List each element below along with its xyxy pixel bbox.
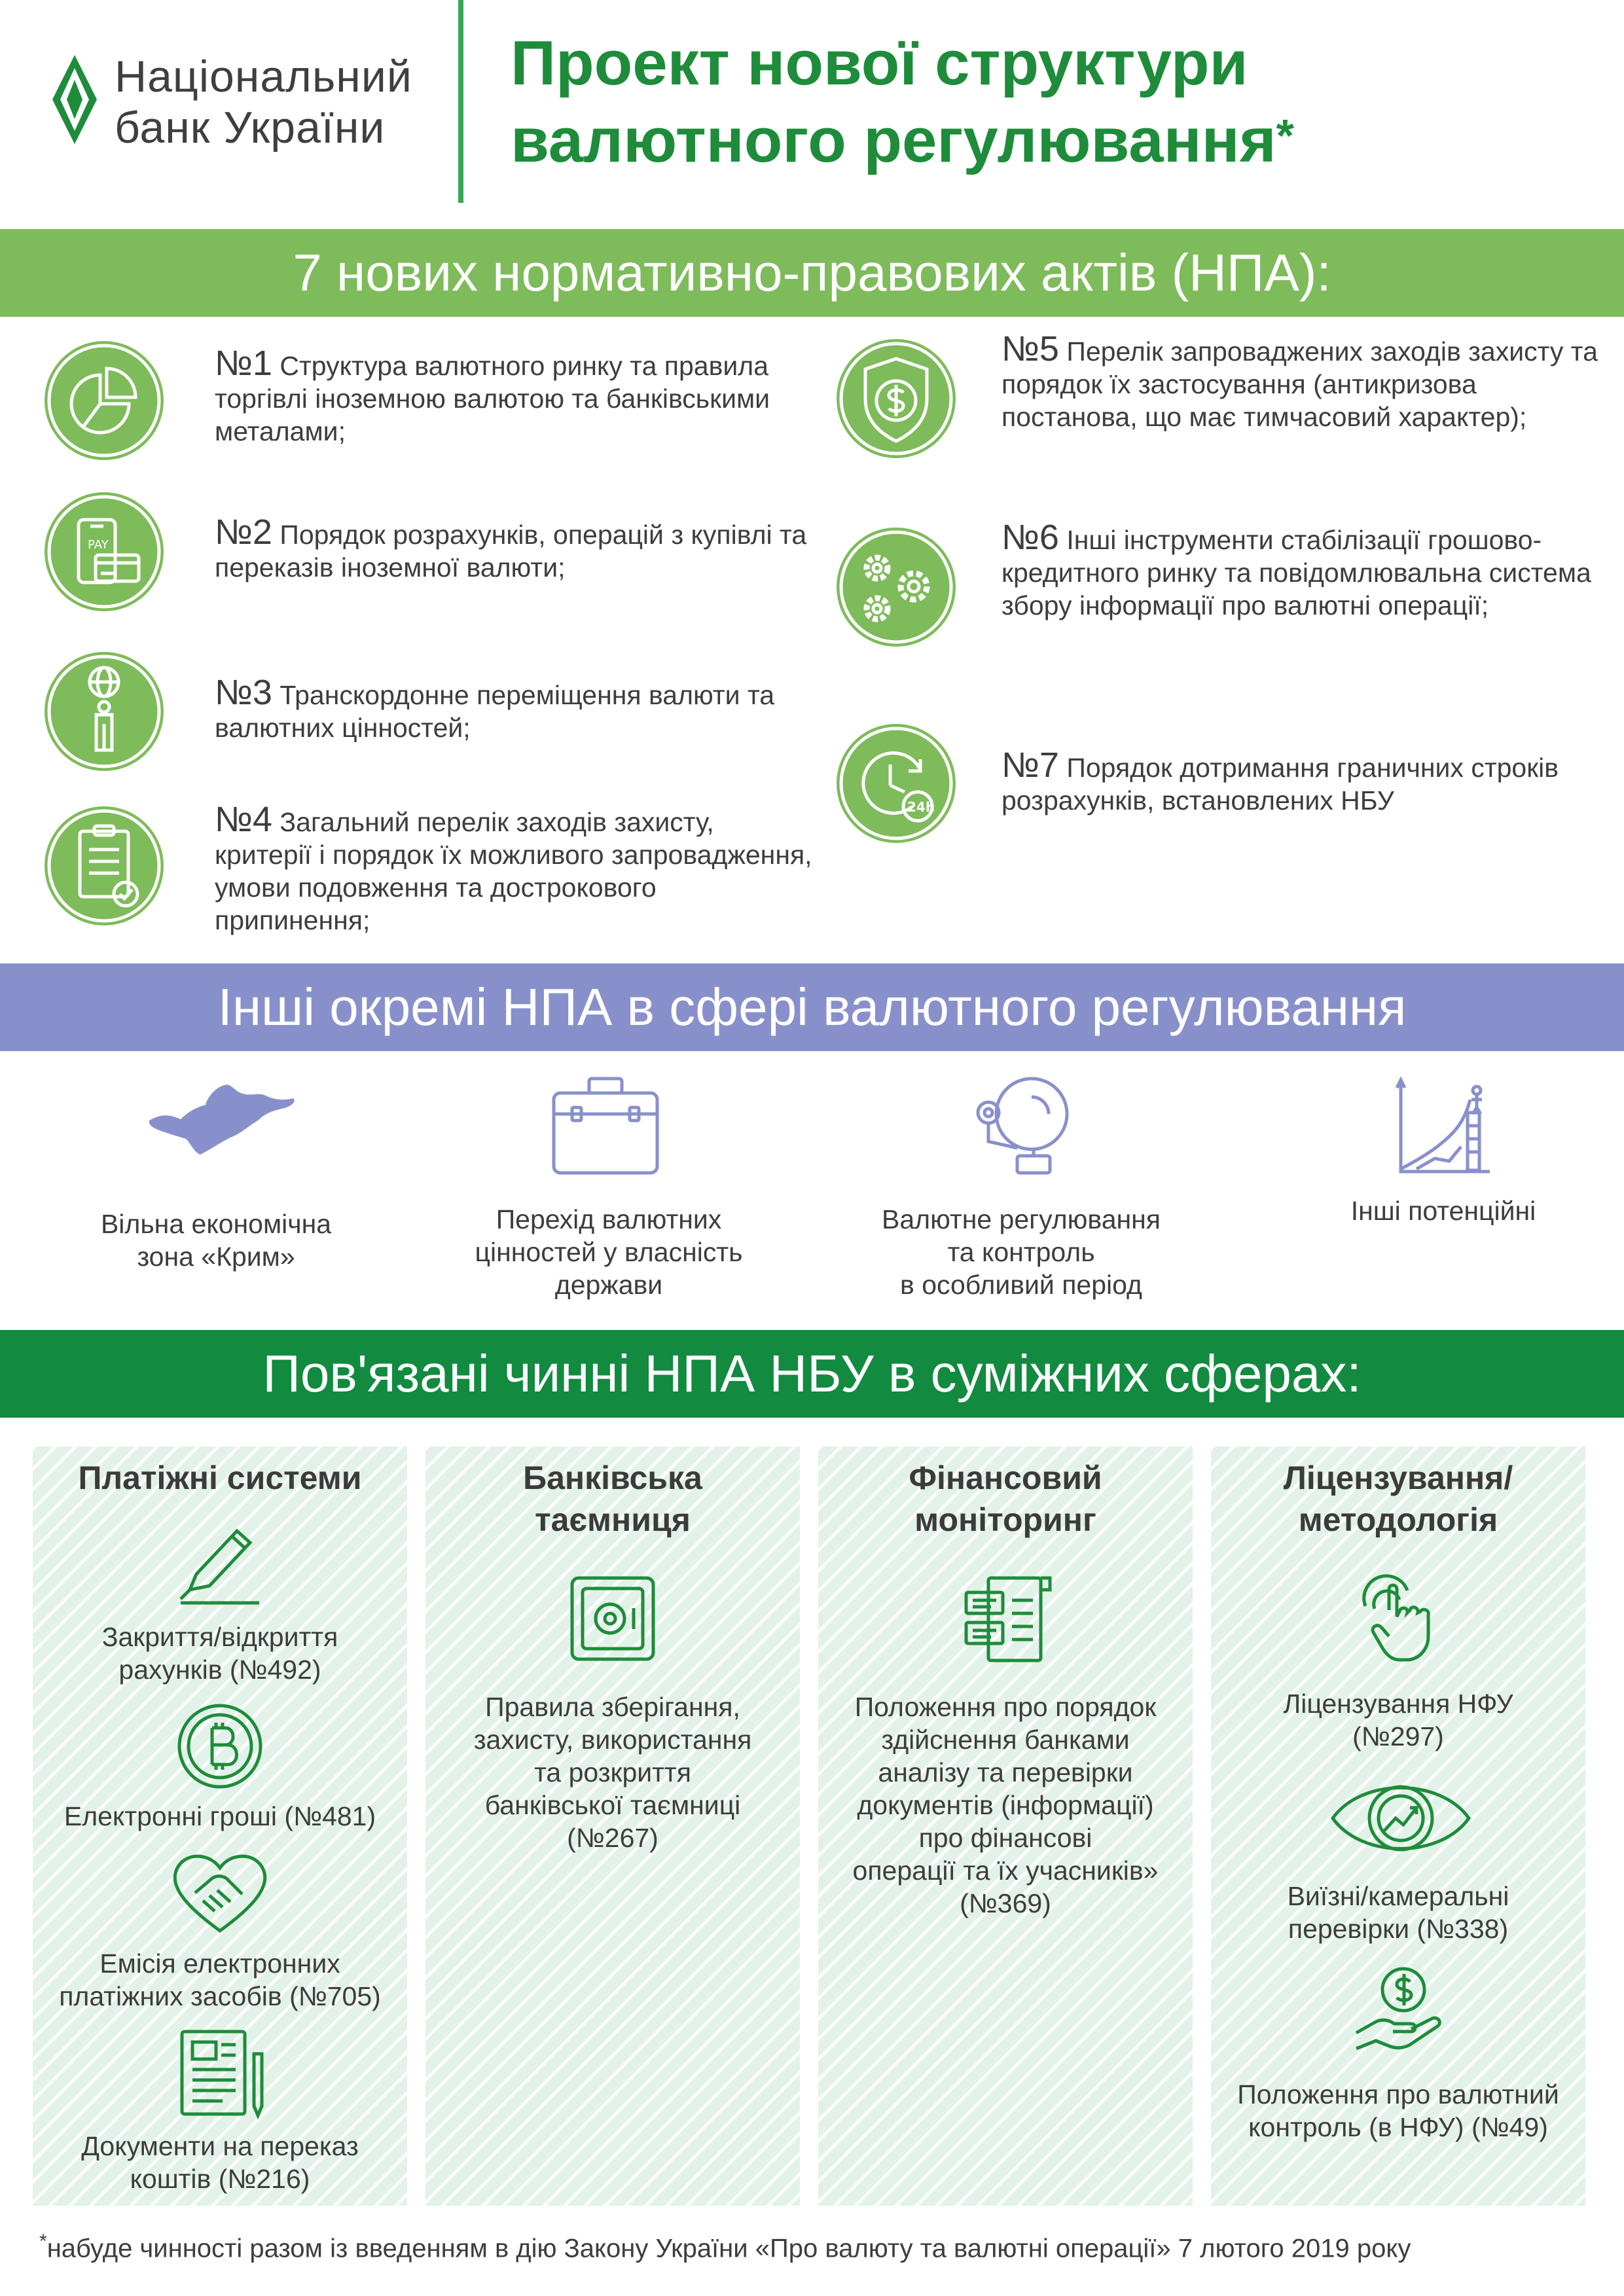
panel-3-title: [818, 1457, 1193, 1541]
item-4-text: Загальний перелік заходів захисту, критерії і порядок їх можливого запровадження, умови подовження та дострокового припинення;: [215, 807, 812, 935]
item-2: [215, 512, 817, 584]
item-3-number: №3: [215, 673, 272, 712]
other-item-3-line-1: Валютне регулювання: [882, 1204, 1161, 1234]
panel-4-entry-1: [1211, 1687, 1585, 1753]
gears-icon: [837, 528, 956, 647]
pie-chart-icon: [45, 341, 164, 460]
footnote: [39, 2225, 1411, 2265]
nbu-logo-icon: [51, 54, 98, 145]
panel-2-line-1: Правила зберігання,: [485, 1692, 740, 1722]
svg-text:24h: 24h: [907, 799, 935, 815]
other-item-4-label: [1280, 1194, 1607, 1227]
other-item-2-line-1: Перехід валютних: [496, 1204, 722, 1234]
other-item-1-label: [52, 1208, 380, 1273]
panel-4-entry-1-line-2: (№297): [1352, 1721, 1444, 1751]
panel-1-entry-3-line-1: Емісія електронних: [99, 1948, 340, 1979]
briefcase-icon: [550, 1073, 661, 1178]
panel-1-entry-4-line-2: коштів (№216): [130, 2164, 310, 2194]
item-6-number: №6: [1001, 518, 1059, 557]
checklist-icon: [45, 806, 164, 925]
item-1: [215, 344, 817, 448]
item-1-text: Структура валютного ринку та правила торгівлі іноземною валютою та банківськими металами;: [215, 351, 770, 446]
other-item-4-line-1: Інші потенційні: [1350, 1196, 1536, 1226]
item-7: [1001, 745, 1604, 817]
svg-text:PAY: PAY: [88, 538, 109, 552]
item-7-text: Порядок дотримання граничних строків розрахунків, встановлених НБУ: [1001, 753, 1559, 816]
panel-3-line-3: аналізу та перевірки: [878, 1757, 1133, 1787]
page-title: [511, 25, 1294, 179]
panel-1-entry-4-line-1: Документи на переказ: [81, 2131, 359, 2161]
panel-1-entry-4: [33, 2130, 407, 2195]
panel-3-line-5: про фінансові: [918, 1823, 1092, 1853]
panel-1-entry-2: [33, 1800, 407, 1833]
item-5-text: Перелік запроваджених заходів захисту та порядок їх застосування (антикризова постанова, що має тимчасовий характер);: [1001, 336, 1598, 432]
panel-4-entry-2-line-1: Виїзні/камеральні: [1287, 1881, 1509, 1911]
item-7-number: №7: [1001, 745, 1059, 785]
eye-chart-icon: [1329, 1774, 1473, 1866]
panel-4-entry-2: [1211, 1880, 1585, 1945]
section-2-heading: Інші окремі НПА в сфері валютного регулювання: [0, 963, 1624, 1051]
panel-1-entry-3-line-2: платіжних засобів (№705): [59, 1981, 381, 2011]
item-4: [215, 800, 817, 937]
header-divider: [458, 0, 463, 203]
other-item-3-label: [857, 1203, 1185, 1301]
panel-4-title-line-2: методологія: [1298, 1501, 1498, 1538]
panel-4-entry-1-line-1: Ліцензування НФУ: [1283, 1689, 1513, 1719]
title-line-2: валютного регулювання: [511, 105, 1276, 175]
panel-2-line-2: захисту, використання: [473, 1725, 752, 1755]
panel-4-entry-2-line-2: перевірки (№338): [1288, 1914, 1509, 1944]
other-item-1-line-2: зона «Крим»: [137, 1242, 295, 1272]
hand-dollar-icon: [1352, 1965, 1448, 2060]
panel-4-entry-3-line-1: Положення про валютний: [1237, 2079, 1559, 2109]
panel-1-entry-3: [33, 1947, 407, 2013]
panel-2-title-line-1: Банківська: [523, 1460, 702, 1496]
other-item-2-line-2: цінностей у власність: [475, 1237, 743, 1267]
panel-3-title-line-2: моніторинг: [914, 1501, 1096, 1538]
globe-person-icon: [45, 652, 164, 771]
item-3-text: Транскордонне переміщення валюти та валютних цінностей;: [215, 680, 775, 743]
other-item-1-line-1: Вільна економічна: [100, 1209, 332, 1239]
panel-2-line-3: та розкриття: [534, 1757, 691, 1787]
item-6-text: Інші інструменти стабілізації грошово-кредитного ринку та повідомлювальна система збору інформації про валютні операції;: [1001, 525, 1591, 620]
pen-sign-icon: [177, 1522, 262, 1610]
item-5: [1001, 329, 1604, 433]
panel-3-line-7: (№369): [960, 1888, 1051, 1918]
item-2-text: Порядок розрахунків, операцій з купівлі та переказів іноземної валюти;: [215, 520, 807, 583]
panel-1-title-line-1: Платіжні системи: [78, 1460, 362, 1496]
title-line-1: Проект нової структури: [511, 28, 1248, 98]
item-4-number: №4: [215, 800, 272, 839]
growth-chart-icon: [1394, 1073, 1492, 1178]
footnote-asterisk: *: [39, 2231, 47, 2252]
logo-line-2: банк України: [115, 103, 386, 152]
panel-1-entry-2-line-1: Електронні гроші (№481): [63, 1801, 376, 1831]
item-1-number: №1: [215, 344, 272, 383]
panel-2-title-line-2: таємниця: [535, 1501, 691, 1538]
clock-24h-icon: [837, 724, 956, 843]
handshake-icon: [169, 1844, 271, 1939]
panel-4-title: [1211, 1457, 1585, 1541]
panel-3-title-line-1: Фінансовий: [909, 1460, 1102, 1496]
panel-2-line-5: (№267): [567, 1823, 659, 1853]
logo-line-1: Національний: [115, 52, 412, 101]
footnote-text: набуде чинності разом із введенням в дію Закону України «Про валюту та валютні операції» 7 лютого 2019 року: [46, 2234, 1411, 2263]
safe-icon: [568, 1574, 657, 1666]
panel-2-line-4: банківської таємниці: [484, 1790, 741, 1820]
panel-3-line-1: Положення про порядок: [854, 1692, 1157, 1722]
other-item-2-line-3: держави: [554, 1270, 663, 1300]
panel-3-entry-1: [818, 1691, 1193, 1920]
panel-3-line-2: здійснення банками: [881, 1725, 1130, 1755]
shield-dollar-icon: [837, 339, 956, 458]
panel-4-entry-3: [1211, 2078, 1585, 2144]
panel-4-entry-3-line-2: контроль (в НФУ) (№49): [1248, 2112, 1548, 2142]
logo-text: [115, 51, 412, 153]
panel-1-title: [33, 1457, 407, 1499]
panel-4-title-line-1: Ліцензування/: [1283, 1460, 1513, 1496]
section-3-heading: Пов'язані чинні НПА НБУ в суміжних сферах:: [0, 1330, 1624, 1418]
item-2-number: №2: [215, 512, 272, 552]
other-item-2-label: [445, 1203, 772, 1301]
panel-3-line-6: операції та їх учасників»: [852, 1856, 1159, 1886]
other-item-3-line-2: та контроль: [947, 1237, 1095, 1267]
crimea-map-icon: [143, 1073, 300, 1158]
bitcoin-icon: [175, 1702, 264, 1794]
item-6: [1001, 518, 1604, 622]
panel-1-entry-1: [33, 1621, 407, 1686]
other-item-3-line-3: в особливий період: [900, 1270, 1142, 1300]
panel-1-entry-1-line-2: рахунків (№492): [118, 1655, 321, 1685]
panel-2-title: [425, 1457, 800, 1541]
panel-1-entry-1-line-1: Закриття/відкриття: [101, 1622, 338, 1652]
title-asterisk: *: [1276, 110, 1294, 161]
section-1-heading: 7 нових нормативно-правових актів (НПА):: [0, 229, 1624, 317]
alarm-bell-icon: [969, 1073, 1074, 1178]
panel-2-entry-1: [425, 1691, 800, 1854]
mobile-pay-icon: [45, 492, 164, 611]
touch-hand-icon: [1352, 1571, 1448, 1670]
monitoring-docs-icon: [962, 1574, 1054, 1669]
item-5-number: №5: [1001, 329, 1059, 368]
item-3: [215, 673, 817, 744]
panel-3-line-4: документів (інформації): [857, 1790, 1154, 1820]
document-pen-icon: [175, 2028, 267, 2123]
